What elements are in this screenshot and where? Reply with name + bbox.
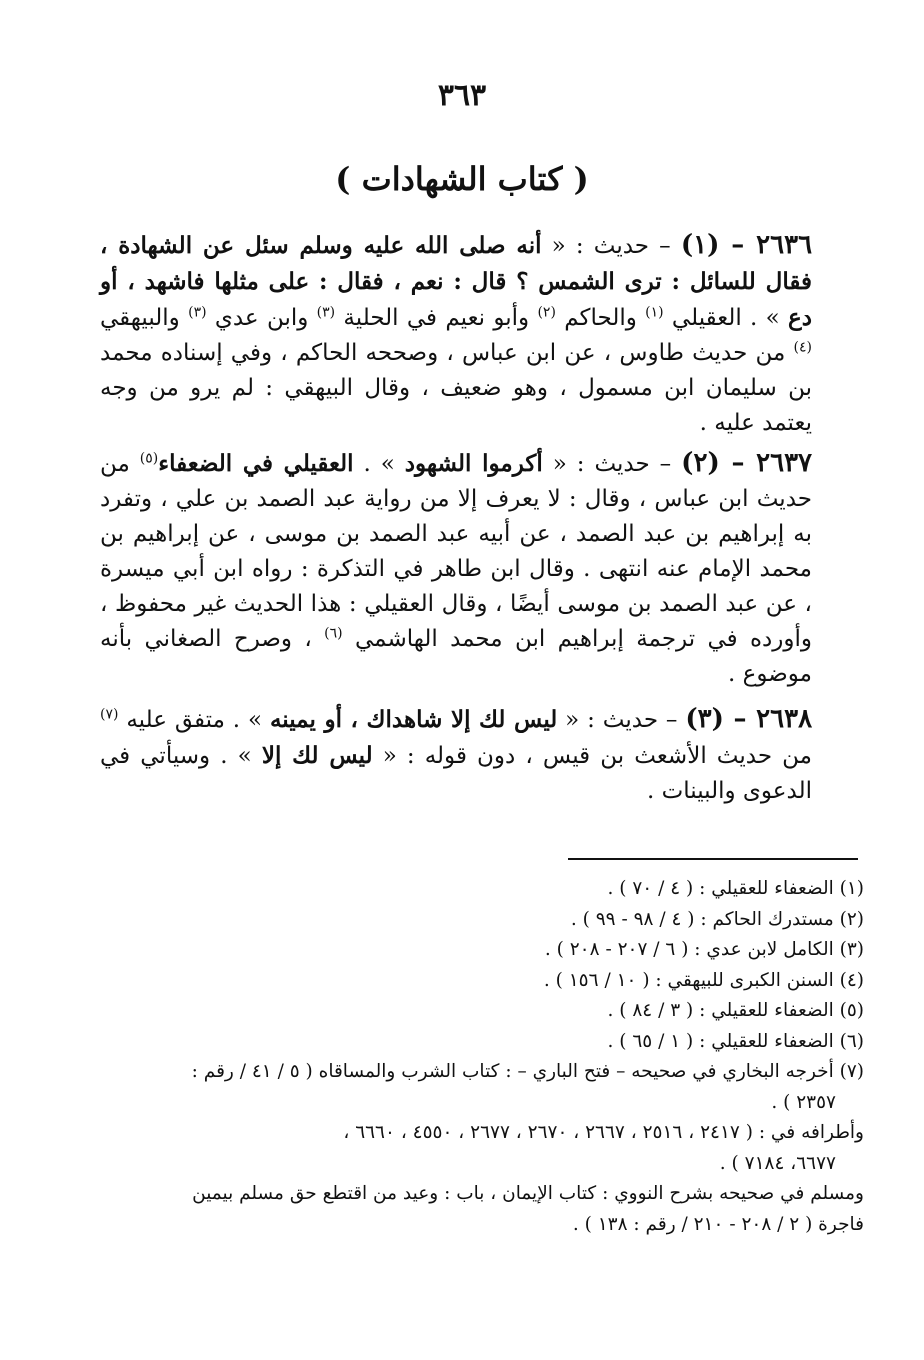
- footnotes-section: [100, 874, 864, 1240]
- entry-text: – حديث : «: [557, 707, 686, 733]
- hadith-entry-2636: [100, 228, 812, 441]
- footnote-7-muslim-continuation: فاجرة ( ٢ / ٢٠٨ - ٢١٠ / رقم : ١٣٨ ) .: [572, 1213, 864, 1235]
- footnote-5: (٥) الضعفاء للعقيلي : ( ٣ / ٨٤ ) .: [607, 1000, 864, 1021]
- hadith-text: أكرموا الشهود: [404, 450, 543, 477]
- footnote-ref: (٦): [324, 625, 343, 642]
- footnote-7-related: وأطرافه في : ( ٢٤١٧ ، ٢٥١٦ ، ٢٦٦٧ ، ٢٦٧٠ ، ٢٦٧٧ ، ٤٥٥٠ ، ٦٦٦٠ ،: [343, 1122, 864, 1143]
- entry-text: من حديث طاوس ، عن ابن عباس ، وصححه الحاكم ، وفي إسناده محمد بن سليمان ابن مسمول ، وهو ضعيف ، وقال البيهقي : لم يرو من وجه يعتمد عليه .: [100, 340, 812, 436]
- footnote-6: (٦) الضعفاء للعقيلي : ( ١ / ٦٥ ) .: [607, 1030, 864, 1052]
- footnote-ref: (٤): [793, 339, 812, 356]
- hadith-entry-2637: [100, 446, 812, 692]
- entry-number: ٢٦٣٨ – (٣): [685, 704, 813, 734]
- hadith-text: ليس لك إلا شاهداك ، أو يمينه: [269, 706, 558, 733]
- hadith-text: أنه صلى الله عليه وسلم سئل عن الشهادة ، فقال للسائل : ترى الشمس ؟ قال : نعم ، فقال : على مثلها فاشهد ، أو دع: [100, 232, 813, 331]
- entry-text: وأبو نعيم في الحلية: [335, 305, 538, 331]
- footnote-4: (٤) السنن الكبرى للبيهقي : ( ١٠ / ١٥٦ ) .: [543, 969, 864, 991]
- footnote-ref: (٥): [139, 450, 159, 467]
- entry-text: » .: [353, 451, 405, 477]
- footnote-ref: (٧): [100, 706, 119, 723]
- hadith-text: ليس لك إلا: [261, 742, 373, 769]
- entry-number: ٢٦٣٦ – (١): [680, 230, 813, 260]
- footnote-ref: (١): [645, 304, 664, 321]
- entry-text: – حديث : «: [542, 451, 682, 477]
- footnote-7: (٧) أخرجه البخاري في صحيحه – فتح الباري – : كتاب الشرب والمساقاه ( ٥ / ٤١ / رقم :: [191, 1061, 864, 1082]
- entry-text: من حديث ابن عباس ، وقال : لا يعرف إلا من رواية عبد الصمد بن علي ، وتفرد به إبراهيم بن عبد الصمد ، عن أبيه عبد الصمد بن موسى ، عن إبراهيم بن محمد الإمام عنه انتهى . وقال ابن طاهر في التذكرة : رواه ابن أبي ميسرة ، عن عبد الصمد بن موسى أيضًا ، وقال العقيلي : هذا الحديث غير محفوظ ، وأورده في ترجمة إبراهيم ابن محمد الهاشمي: [100, 451, 812, 652]
- entry-text: » . متفق عليه: [118, 707, 270, 733]
- entry-number: ٢٦٣٧ – (٢): [681, 448, 813, 478]
- source-name: العقيلي في الضعفاء: [158, 450, 354, 477]
- entry-paragraph: [100, 228, 812, 441]
- entry-paragraph: [100, 702, 812, 809]
- footnote-ref: (٢): [537, 304, 556, 321]
- entry-text: – حديث : «: [541, 233, 681, 259]
- entry-text: » . العقيلي: [663, 305, 789, 331]
- entry-paragraph: [100, 446, 812, 692]
- entry-text: ، وصرح الصغاني بأنه موضوع .: [100, 626, 812, 687]
- entry-text: والحاكم: [555, 305, 646, 331]
- footnote-3: (٣) الكامل لابن عدي : ( ٦ / ٢٠٧ - ٢٠٨ ) .: [544, 939, 864, 960]
- footnote-1: (١) الضعفاء للعقيلي : ( ٤ / ٧٠ ) .: [607, 878, 864, 899]
- footnote-divider: [568, 858, 858, 860]
- entry-text: والبيهقي: [100, 305, 189, 331]
- hadith-entry-2638: [100, 702, 812, 809]
- chapter-title: ( كتاب الشهادات ): [335, 160, 589, 198]
- entry-text: وابن عدي: [206, 305, 317, 331]
- footnote-7-continuation: ٢٣٥٧ ) .: [771, 1091, 836, 1113]
- entry-text: » . وسيأتي في الدعوى والبينات .: [100, 743, 812, 804]
- footnote-7-muslim: ومسلم في صحيحه بشرح النووي : كتاب الإيمان ، باب : وعيد من اقتطع حق مسلم بيمين: [192, 1183, 864, 1204]
- entry-text: من حديث الأشعث بن قيس ، دون قوله : «: [372, 743, 813, 769]
- footnote-ref: (٣): [188, 304, 207, 321]
- footnote-7-related-continuation: ٦٦٧٧، ٧١٨٤ ) .: [719, 1152, 836, 1174]
- page-number: ٣٦٣: [437, 78, 487, 113]
- footnote-2: (٢) مستدرك الحاكم : ( ٤ / ٩٨ - ٩٩ ) .: [570, 908, 864, 930]
- footnote-ref: (٣): [316, 304, 336, 321]
